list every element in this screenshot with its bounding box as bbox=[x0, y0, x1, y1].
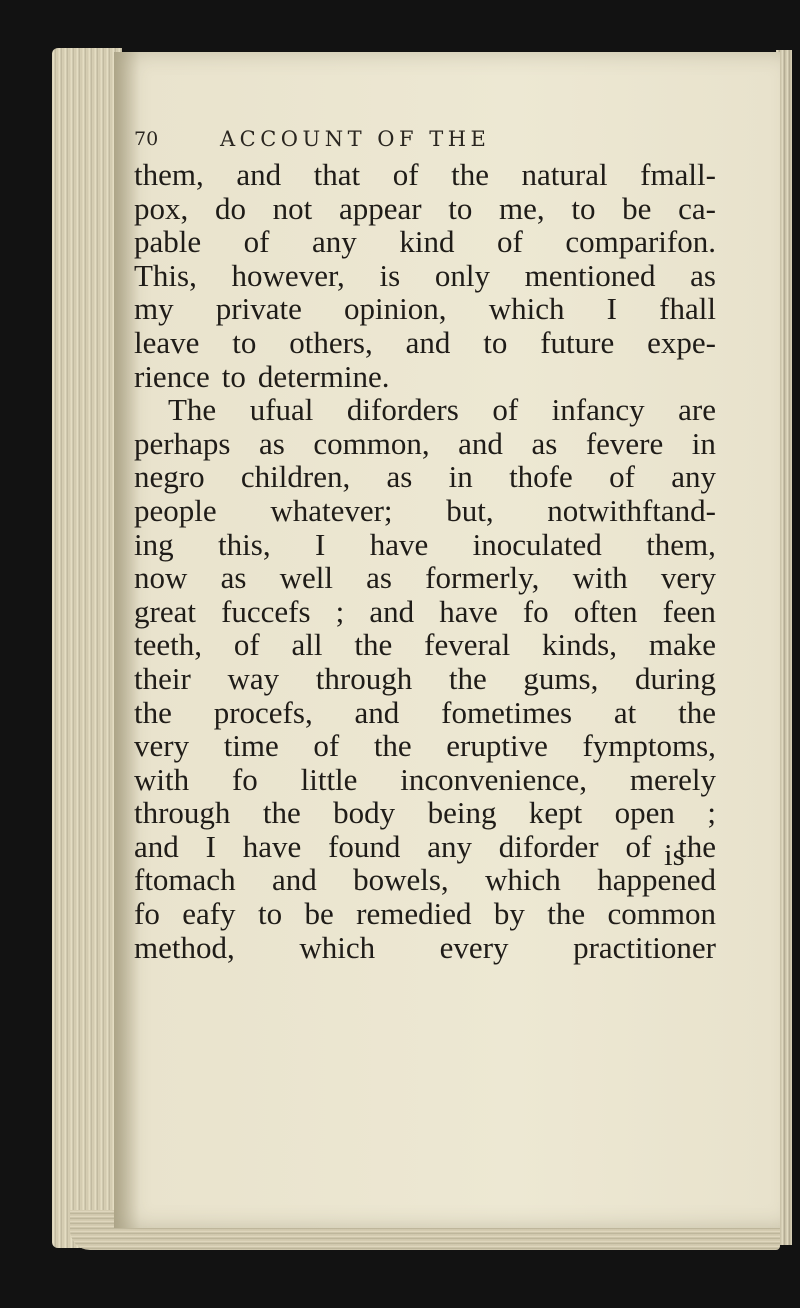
word: and bbox=[458, 425, 503, 461]
word: have bbox=[369, 526, 429, 562]
word: happened bbox=[597, 862, 716, 898]
text-line bbox=[134, 763, 716, 797]
word: fmall- bbox=[640, 157, 716, 192]
text-line bbox=[134, 528, 716, 562]
word: rience bbox=[134, 358, 210, 394]
running-head bbox=[134, 128, 664, 158]
word: often bbox=[573, 593, 638, 629]
text-line bbox=[134, 158, 716, 192]
word: practitioner bbox=[573, 929, 716, 965]
word: with bbox=[572, 560, 628, 596]
word: fhall bbox=[659, 291, 716, 327]
page-number: 70 bbox=[134, 128, 159, 150]
word: and bbox=[369, 593, 415, 629]
word: I bbox=[314, 526, 326, 562]
word: fymptoms, bbox=[582, 728, 716, 764]
word: of bbox=[243, 224, 270, 260]
text-line bbox=[134, 931, 716, 965]
word: diforder bbox=[498, 828, 599, 864]
text-line bbox=[134, 393, 716, 427]
word: my bbox=[134, 291, 174, 327]
word: which bbox=[485, 862, 561, 898]
word: kinds, bbox=[542, 627, 617, 663]
word: little bbox=[300, 761, 358, 797]
word: infancy bbox=[551, 392, 645, 428]
word: negro bbox=[134, 459, 205, 495]
word: great bbox=[134, 593, 196, 629]
text-line bbox=[134, 494, 716, 528]
word: natural bbox=[521, 157, 608, 192]
word: is bbox=[379, 257, 401, 293]
word: time bbox=[223, 728, 279, 764]
text-line bbox=[134, 225, 716, 259]
word: their bbox=[134, 660, 191, 696]
word: people bbox=[134, 492, 217, 528]
text-line bbox=[134, 796, 716, 830]
word: make bbox=[648, 627, 716, 663]
word: as bbox=[366, 560, 392, 596]
word: bowels, bbox=[353, 862, 449, 898]
word: and bbox=[405, 324, 451, 360]
word: during bbox=[635, 660, 716, 696]
word: mentioned bbox=[524, 257, 656, 293]
word: me, bbox=[499, 190, 545, 226]
word: fo bbox=[522, 593, 549, 629]
text-line bbox=[134, 863, 716, 897]
text-line bbox=[134, 897, 716, 931]
word: The bbox=[168, 392, 217, 428]
word: leave bbox=[134, 324, 200, 360]
word: do bbox=[214, 190, 246, 226]
text-line bbox=[134, 292, 716, 326]
text-line bbox=[134, 729, 716, 763]
word: any bbox=[671, 459, 716, 495]
word: determine. bbox=[257, 358, 390, 394]
word: fometimes bbox=[441, 694, 573, 730]
word: be bbox=[622, 190, 652, 226]
word: through bbox=[134, 795, 231, 831]
word: with bbox=[134, 761, 190, 797]
word: This, bbox=[134, 257, 197, 293]
word: perhaps bbox=[134, 425, 231, 461]
catchword: is bbox=[664, 837, 685, 872]
word: but, bbox=[446, 492, 494, 528]
word: eafy bbox=[182, 896, 236, 932]
word: are bbox=[678, 392, 716, 428]
text-line bbox=[134, 360, 716, 394]
word: very bbox=[134, 728, 190, 764]
word: of bbox=[492, 392, 519, 428]
text-line bbox=[134, 192, 716, 226]
word: and bbox=[354, 694, 400, 730]
text-line bbox=[134, 628, 716, 662]
word: to bbox=[232, 324, 257, 360]
word: of bbox=[313, 728, 340, 764]
word: I bbox=[205, 828, 216, 864]
text-line bbox=[134, 595, 716, 629]
word: fo bbox=[134, 896, 160, 932]
word: body bbox=[333, 795, 396, 831]
word: ca- bbox=[678, 190, 716, 226]
word: the bbox=[547, 896, 586, 932]
word: found bbox=[328, 828, 401, 864]
word: private bbox=[215, 291, 302, 327]
word: only bbox=[434, 257, 490, 293]
text-line bbox=[134, 561, 716, 595]
word: which bbox=[299, 929, 376, 965]
word: the bbox=[678, 828, 716, 864]
word: all bbox=[291, 627, 323, 663]
word: the bbox=[451, 157, 489, 192]
word: others, bbox=[289, 324, 373, 360]
text-line bbox=[134, 662, 716, 696]
word: future bbox=[540, 324, 615, 360]
word: be bbox=[304, 896, 334, 932]
word: in bbox=[448, 459, 473, 495]
word: to bbox=[221, 358, 246, 394]
word: as bbox=[258, 425, 285, 461]
word: by bbox=[493, 896, 525, 932]
word: however, bbox=[231, 257, 345, 293]
text-line bbox=[134, 326, 716, 360]
word: expe- bbox=[647, 324, 716, 360]
word: as bbox=[386, 459, 413, 495]
text-line bbox=[134, 259, 716, 293]
word: merely bbox=[629, 761, 716, 797]
word: and bbox=[236, 157, 282, 192]
word: of bbox=[233, 627, 260, 663]
word: and bbox=[271, 862, 317, 898]
word: to bbox=[483, 324, 508, 360]
word: method, bbox=[134, 929, 235, 965]
word: way bbox=[227, 660, 280, 696]
word: remedied bbox=[356, 896, 472, 932]
word: to bbox=[571, 190, 596, 226]
word: diforders bbox=[346, 392, 459, 428]
word: notwithftand- bbox=[547, 492, 716, 528]
word: comparifon. bbox=[565, 224, 716, 260]
word: being bbox=[427, 795, 497, 831]
word: of bbox=[609, 459, 635, 495]
page-edges-left bbox=[52, 48, 122, 1248]
word: any bbox=[427, 828, 472, 864]
word: to bbox=[448, 190, 473, 226]
word: open bbox=[614, 795, 675, 831]
word: feen bbox=[662, 593, 716, 629]
word: ; bbox=[707, 795, 716, 831]
text-line bbox=[134, 696, 716, 730]
word: at bbox=[613, 694, 637, 730]
word: in bbox=[691, 425, 716, 461]
word: as bbox=[531, 425, 558, 461]
word: procefs, bbox=[213, 694, 313, 730]
word: the bbox=[678, 694, 716, 730]
word: teeth, bbox=[134, 627, 202, 663]
word: of bbox=[496, 224, 523, 260]
word: as bbox=[220, 560, 247, 596]
running-title: ACCOUNT OF THE bbox=[220, 127, 491, 151]
word: very bbox=[660, 560, 716, 596]
word: and bbox=[134, 828, 179, 864]
word: of bbox=[392, 157, 419, 192]
word: ftomach bbox=[134, 862, 236, 898]
word: now bbox=[134, 560, 188, 596]
word: every bbox=[439, 929, 509, 965]
word: as bbox=[690, 257, 716, 293]
word: the bbox=[448, 660, 487, 696]
word: thofe bbox=[509, 459, 573, 495]
word: the bbox=[373, 728, 412, 764]
word: the bbox=[262, 795, 301, 831]
word: fuccefs bbox=[221, 593, 311, 629]
word: that bbox=[313, 157, 361, 192]
word: I bbox=[606, 291, 617, 327]
word: ufual bbox=[249, 392, 314, 428]
word: feveral bbox=[424, 627, 511, 663]
word: this, bbox=[218, 526, 271, 562]
word: gums, bbox=[523, 660, 599, 696]
text-line bbox=[134, 460, 716, 494]
word: ing bbox=[134, 526, 174, 562]
word: pox, bbox=[134, 190, 189, 226]
word: formerly, bbox=[425, 560, 540, 596]
word: ; bbox=[335, 593, 345, 629]
word: common bbox=[607, 896, 716, 932]
word: the bbox=[134, 694, 172, 730]
word: them, bbox=[134, 157, 204, 192]
word: fevere bbox=[585, 425, 664, 461]
word: which bbox=[488, 291, 565, 327]
word: have bbox=[439, 593, 498, 629]
word: of bbox=[625, 828, 652, 864]
word: have bbox=[242, 828, 302, 864]
word: not bbox=[272, 190, 313, 226]
word: well bbox=[279, 560, 333, 596]
word: inconvenience, bbox=[400, 761, 588, 797]
word: the bbox=[354, 627, 393, 663]
word: kept bbox=[528, 795, 583, 831]
word: appear bbox=[338, 190, 422, 226]
word: opinion, bbox=[344, 291, 447, 327]
word: common, bbox=[313, 425, 430, 461]
word: pable bbox=[134, 224, 202, 260]
body-text bbox=[134, 158, 716, 964]
word: to bbox=[257, 896, 283, 932]
word: whatever; bbox=[270, 492, 393, 528]
word: any bbox=[312, 224, 357, 260]
word: them, bbox=[646, 526, 716, 562]
word: through bbox=[315, 660, 413, 696]
word: children, bbox=[240, 459, 351, 495]
word: eruptive bbox=[446, 728, 548, 764]
word: kind bbox=[399, 224, 455, 260]
text-line bbox=[134, 830, 716, 864]
word: inoculated bbox=[472, 526, 602, 562]
word: fo bbox=[231, 761, 258, 797]
text-line bbox=[134, 427, 716, 461]
